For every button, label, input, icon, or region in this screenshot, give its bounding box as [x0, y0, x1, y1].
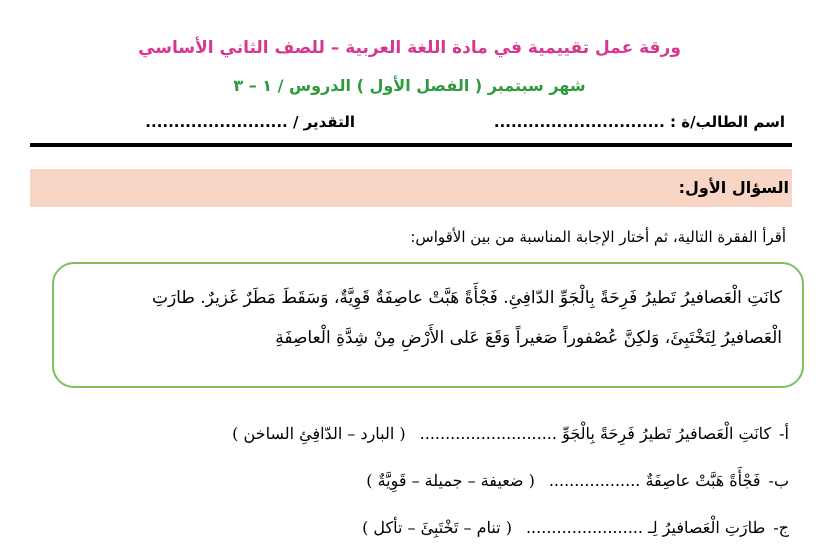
grade-label: التقدير / .........................	[145, 113, 355, 131]
question-title: السؤال الأول:	[678, 178, 789, 197]
item-text: طارَتِ الْعَصافيرُ لِـ .......................	[525, 518, 766, 537]
item-text: فَجْأَةً هَبَّتْ عاصِفَةٌ ..................	[548, 471, 761, 490]
item-text: كانَتِ الْعَصافيرُ تَطيرُ فَرِحَةً بِالْجَوِّ ...........................	[419, 424, 772, 443]
student-name-label: اسم الطالب/ة : ..............................	[493, 113, 785, 131]
question-band	[30, 169, 792, 207]
item-options: ( ضعيفة – جميلة – قَوِيَّةٌ )	[366, 471, 535, 490]
list-item	[362, 518, 789, 537]
item-options: ( تنام – تَخْتَبِئَ – تأكل )	[362, 518, 512, 537]
item-letter: ج-	[773, 518, 789, 537]
worksheet-subtitle: شهر سبتمبر ( الفصل الأول ) الدروس / ١ – ٣	[233, 76, 586, 95]
passage-line-2: الْعَصافيرُ لِتَخْتَبِئَ، وَلكِنَّ عُصْفوراً صَغيراً وَقَعَ عَلى الأَرْضِ مِنْ شِدَّةِ الْعاصِفَةِ	[275, 328, 782, 348]
reading-passage-box	[52, 262, 804, 388]
header-divider	[30, 143, 792, 147]
student-info-row	[70, 113, 785, 137]
worksheet-title: ورقة عمل تقييمية في مادة اللغة العربية – للصف الثاني الأساسي	[138, 38, 681, 58]
item-letter: ب-	[768, 471, 789, 490]
passage-line-1: كانَتِ الْعَصافيرُ تَطيرُ فَرِحَةً بِالْجَوِّ الدّافِئِ. فَجْأَةً هَبَّتْ عاصِفَةٌ قَوِيَّةٌ، وَسَقَطَ مَطَرٌ غَزيرٌ. طارَتِ	[151, 288, 782, 308]
question-instruction: أقرأ الفقرة التالية، ثم أختار الإجابة المناسبة من بين الأقواس:	[410, 228, 786, 246]
list-item	[232, 424, 789, 443]
list-item	[366, 471, 789, 490]
item-letter: أ-	[779, 424, 789, 443]
item-options: ( البارد – الدّافِئِ الساخن )	[232, 424, 406, 443]
